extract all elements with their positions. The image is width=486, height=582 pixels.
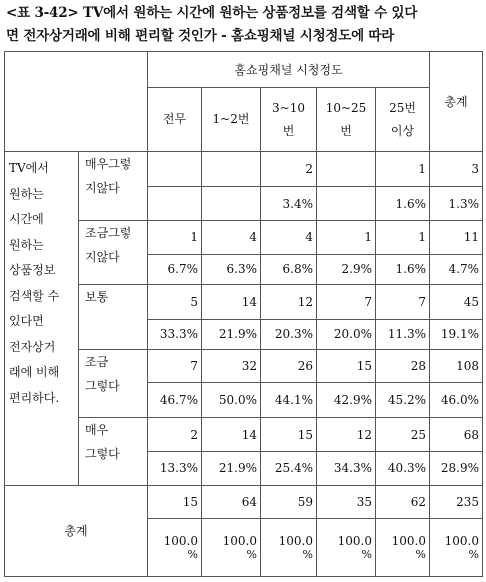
caption-line-2: 면 전자상거래에 비해 편리할 것인가 - 홈쇼핑채널 시청정도에 따라: [6, 28, 395, 44]
count-cell: 7: [376, 285, 430, 319]
pct-cell: 44.1%: [261, 383, 317, 417]
count-cell: 45: [430, 285, 483, 319]
pct-cell: 46.7%: [148, 383, 202, 417]
table-caption: [6, 2, 482, 48]
count-cell: 11: [430, 221, 483, 254]
count-cell: 14: [202, 417, 261, 451]
count-cell: 32: [202, 349, 261, 382]
count-cell: 3: [430, 152, 483, 186]
total-header: 총계: [430, 52, 483, 152]
pct-cell: 42.9%: [317, 383, 376, 417]
pct-cell: 20.3%: [261, 319, 317, 349]
response-label: 조금그렇 지않다: [79, 221, 148, 285]
total-pct-cell: 100.0 %: [202, 519, 261, 577]
pct-cell: 3.4%: [261, 186, 317, 220]
pct-cell: 21.9%: [202, 452, 261, 485]
pct-cell: 6.7%: [148, 254, 202, 284]
count-cell: 2: [148, 417, 202, 451]
pct-cell: 13.3%: [148, 452, 202, 485]
total-count-cell: 35: [317, 485, 376, 518]
pct-cell: 19.1%: [430, 319, 483, 349]
pct-cell: 25.4%: [261, 452, 317, 485]
pct-cell: 34.3%: [317, 452, 376, 485]
count-cell: 7: [148, 349, 202, 382]
count-cell: 1: [148, 221, 202, 254]
pct-cell: 4.7%: [430, 254, 483, 284]
total-row-label: 총계: [5, 485, 148, 576]
count-cell: 4: [261, 221, 317, 254]
count-cell: 26: [261, 349, 317, 382]
pct-cell: 1.3%: [430, 186, 483, 220]
header-corner: [5, 52, 148, 152]
total-count-cell: 62: [376, 485, 430, 518]
count-cell: 14: [202, 285, 261, 319]
count-cell: 1: [376, 152, 430, 186]
response-label: 매우그렇 지않다: [79, 152, 148, 221]
total-count-cell: 235: [430, 485, 483, 518]
total-pct-cell: 100.0 %: [317, 519, 376, 577]
count-cell: 28: [376, 349, 430, 382]
pct-cell: 46.0%: [430, 383, 483, 417]
table-row: [5, 152, 483, 186]
count-cell: 7: [317, 285, 376, 319]
group-header: 홈쇼핑채널 시청정도: [148, 52, 430, 88]
count-cell: 4: [202, 221, 261, 254]
count-cell: 1: [317, 221, 376, 254]
total-count-cell: 15: [148, 485, 202, 518]
total-pct-cell: 100.0 %: [261, 519, 317, 577]
pct-cell: 2.9%: [317, 254, 376, 284]
total-count-cell: 59: [261, 485, 317, 518]
count-cell: 15: [317, 349, 376, 382]
pct-cell: 50.0%: [202, 383, 261, 417]
pct-cell: 45.2%: [376, 383, 430, 417]
count-cell: 15: [261, 417, 317, 451]
col-header-none: 전무: [148, 88, 202, 152]
pct-cell: 33.3%: [148, 319, 202, 349]
count-cell: 68: [430, 417, 483, 451]
col-header-1-2: 1~2번: [202, 88, 261, 152]
pct-cell: 6.3%: [202, 254, 261, 284]
col-header-10-25: 10~25 번: [317, 88, 376, 152]
pct-cell: 28.9%: [430, 452, 483, 485]
question-label: TV에서 원하는 시간에 원하는 상품정보 검색할 수 있다면 전자상거 래에 비해 편리하다.: [5, 152, 79, 485]
total-count-cell: 64: [202, 485, 261, 518]
header-row-group: [5, 52, 483, 88]
pct-cell: 21.9%: [202, 319, 261, 349]
pct-cell: 6.8%: [261, 254, 317, 284]
count-cell: [202, 152, 261, 186]
pct-cell: [148, 186, 202, 220]
count-cell: 12: [317, 417, 376, 451]
pct-cell: [202, 186, 261, 220]
pct-cell: 11.3%: [376, 319, 430, 349]
count-cell: [148, 152, 202, 186]
caption-line-1: <표 3-42> TV에서 원하는 시간에 원하는 상품정보를 검색할 수 있다: [6, 5, 418, 21]
total-pct-cell: 100.0 %: [430, 519, 483, 577]
count-cell: [317, 152, 376, 186]
col-header-3-10: 3~10 번: [261, 88, 317, 152]
count-cell: 25: [376, 417, 430, 451]
response-label: 보통: [79, 285, 148, 350]
total-pct-cell: 100.0 %: [376, 519, 430, 577]
pct-cell: 20.0%: [317, 319, 376, 349]
count-cell: 108: [430, 349, 483, 382]
total-pct-cell: 100.0 %: [148, 519, 202, 577]
count-cell: 5: [148, 285, 202, 319]
count-cell: 2: [261, 152, 317, 186]
response-label: 매우 그렇다: [79, 417, 148, 485]
total-row: [5, 485, 483, 518]
pct-cell: 40.3%: [376, 452, 430, 485]
count-cell: 1: [376, 221, 430, 254]
pct-cell: 1.6%: [376, 254, 430, 284]
pct-cell: [317, 186, 376, 220]
response-label: 조금 그렇다: [79, 349, 148, 417]
crosstab-table: [4, 51, 483, 577]
col-header-25-plus: 25번 이상: [376, 88, 430, 152]
pct-cell: 1.6%: [376, 186, 430, 220]
count-cell: 12: [261, 285, 317, 319]
